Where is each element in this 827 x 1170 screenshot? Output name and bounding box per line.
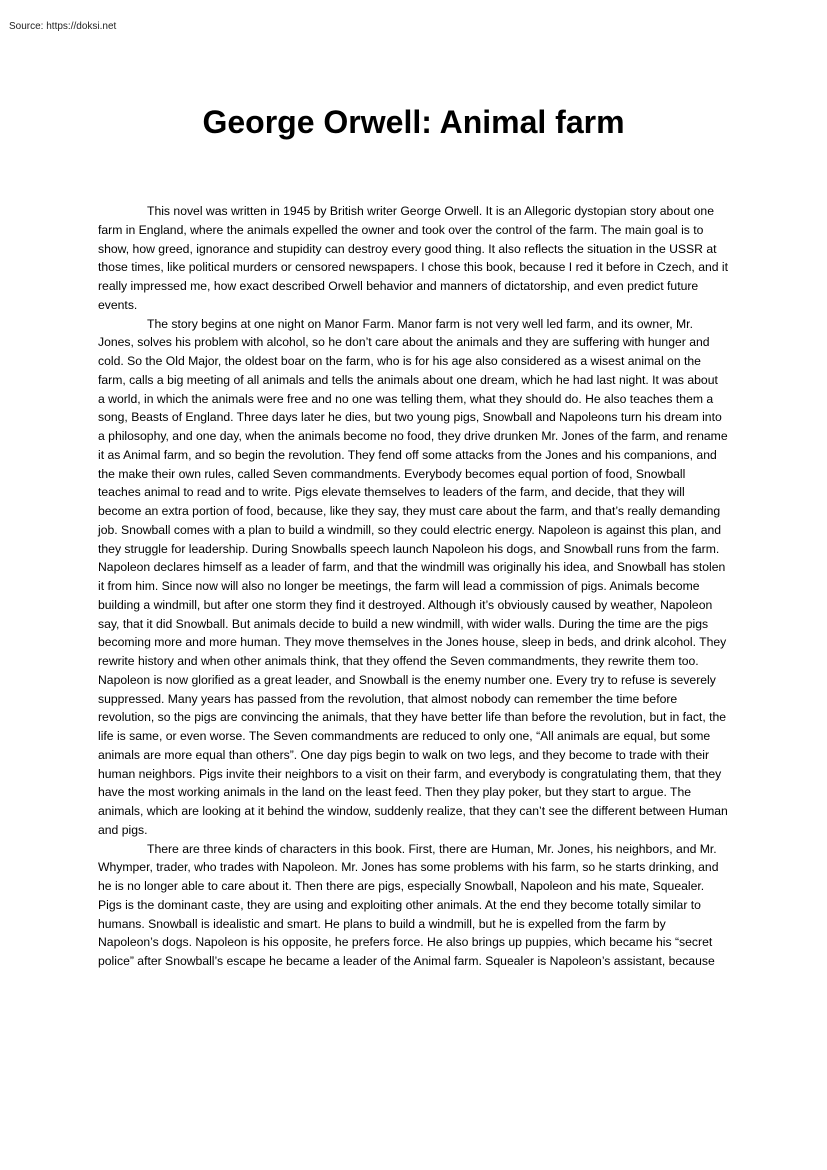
- paragraph-story: The story begins at one night on Manor Farm. Manor farm is not very well led farm, and its owner, Mr. Jones, solves his problem with alcohol, so he don’t care about the animals and they are suffering with hunger and cold. So the Old Major, the oldest boar on the farm, who is for his age also considered as a wisest animal on the farm, calls a big meeting of all animals and tells the animals about one dream, which he had last night. It was about a world, in which the animals were free and no one was telling them, what they should do. He also teaches them a song, Beasts of England. Three days later he dies, but two young pigs, Snowball and Napoleons turn his dream into a philosophy, and one day, when the animals become no food, they drive drunken Mr. Jones of the farm, and rename it as Animal farm, and so begin the revolution. They fend off some attacks from the Jones and his companions, and the make their own rules, called Seven commandments. Everybody becomes equal portion of food, Snowball teaches animal to read and to write. Pigs elevate themselves to leaders of the farm, and decide, that they will become an extra portion of food, because, like they say, they must care about the farm, and that’s really demanding job. Snowball comes with a plan to build a windmill, so they could electric energy. Napoleon is against this plan, and they struggle for leadership. During Snowballs speech launch Napoleon his dogs, and Snowball runs from the farm. Napoleon declares himself as a leader of farm, and that the windmill was originally his idea, and Snowball has stolen it from him. Since now will also no longer be meetings, the farm will lead a commission of pigs. Animals become building a windmill, but after one storm they find it destroyed. Although it’s obviously caused by weather, Napoleon say, that it did Snowball. But animals decide to build a new windmill, with wider walls. During the time are the pigs becoming more and more human. They move themselves in the Jones house, sleep in beds, and drink alcohol. They rewrite history and when other animals think, that they offend the Seven commandments, they rewrite them too. Napoleon is now glorified as a great leader, and Snowball is the enemy number one. Every try to refuse is severely suppressed. Many years has passed from the revolution, that almost nobody can remember the time before revolution, so the pigs are convincing the animals, that they have better life than before the revolution, but in fact, the life is same, or even worse. The Seven commandments are reduced to only one, “All animals are equal, but some animals are more equal than others”. One day pigs begin to walk on two legs, and they become to trade with their human neighbors. Pigs invite their neighbors to a visit on their farm, and everybody is congratulating them, that they have the most working animals in the land on the least feed. Then they play poker, but they start to argue. The animals, which are looking at it behind the window, suddenly realize, that they can’t see the different between Human and pigs.: [98, 316, 728, 837]
- paragraph-characters: There are three kinds of characters in this book. First, there are Human, Mr. Jones, his neighbors, and Mr. Whymper, trader, who trades with Napoleon. Mr. Jones has some problems with his farm, so he starts drinking, and he is no longer able to care about it. Then there are pigs, especially Snowball, Napoleon and his mate, Squealer. Pigs is the dominant caste, they are using and exploiting other animals. At the end they become totally similar to humans. Snowball is idealistic and smart. He plans to build a windmill, but he is expelled from the farm by Napoleon’s dogs. Napoleon is his opposite, he prefers force. He also brings up puppies, which became his “secret police” after Snowball’s escape he became a leader of the Animal farm. Squealer is Napoleon’s assistant, because: [98, 841, 719, 968]
- source-note: Source: https://doksi.net: [9, 21, 117, 32]
- document-body: [98, 202, 728, 971]
- paragraph-introduction: This novel was written in 1945 by British writer George Orwell. It is an Allegoric dystopian story about one farm in England, where the animals expelled the owner and took over the control of the farm. The main goal is to show, how greed, ignorance and stupidity can destroy every good thing. It also reflects the situation in the USSR at those times, like political murders or censored newspapers. I chose this book, because I red it before in Czech, and it really impressed me, how exact described Orwell behavior and manners of dictatorship, and even predict future events.: [98, 204, 729, 312]
- page-title: George Orwell: Animal farm: [202, 104, 625, 140]
